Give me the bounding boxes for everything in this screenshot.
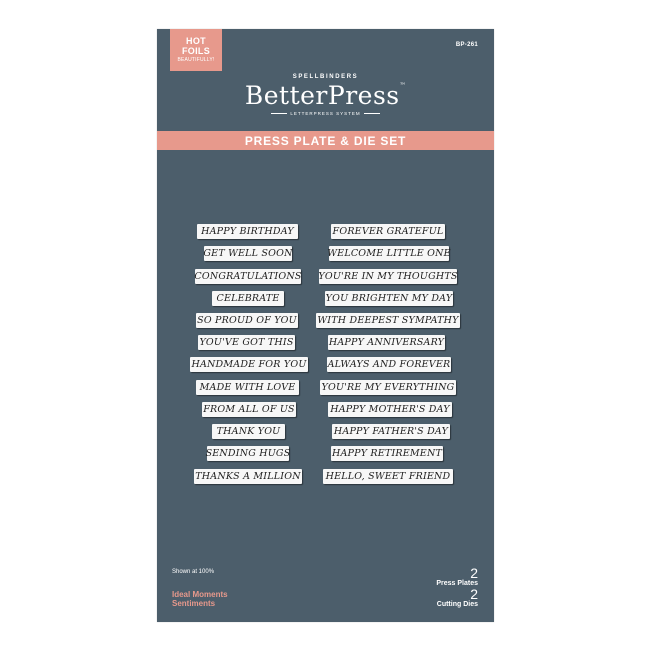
sentiment-strip: MADE WITH LOVE [196, 380, 299, 395]
product-name-line-2: Sentiments [172, 599, 216, 609]
sentiment-strip: CELEBRATE [212, 291, 284, 306]
brand-logo [157, 74, 494, 116]
sentiment-strip: CONGRATULATIONS [194, 271, 302, 282]
tagline-rule-right [364, 113, 380, 114]
press-plates-count: 2 [470, 564, 478, 581]
badge-line-3: BEAUTIFULLY! [177, 57, 215, 63]
press-plates-label: Press Plates [436, 579, 478, 587]
sentiment-strip: HAPPY BIRTHDAY [197, 224, 298, 239]
sentiment-strip: THANKS A MILLION [195, 471, 301, 482]
trademark-symbol: ™ [399, 82, 407, 89]
tagline-rule-left [271, 113, 287, 114]
product-type-banner: PRESS PLATE & DIE SET [157, 131, 494, 150]
sentiment-strip: YOU'RE IN MY THOUGHTS [318, 271, 458, 282]
brand-name: SPELLBINDERS [292, 74, 359, 80]
sentiment-strip: WITH DEEPEST SYMPATHY [317, 315, 459, 326]
product-name-line-1: Ideal Moments [172, 589, 228, 599]
sentiment-strip: YOU'VE GOT THIS [199, 337, 294, 348]
sentiment-strips [157, 224, 494, 494]
sentiment-strip: GET WELL SOON [203, 248, 293, 259]
contents-summary [436, 566, 478, 609]
scale-note: Shown at 100% [172, 568, 215, 575]
sentiment-strip: HELLO, SWEET FRIEND [323, 469, 453, 484]
sentiment-strip: FOREVER GRATEFUL [332, 226, 444, 237]
sentiment-strip: YOU BRIGHTEN MY DAY [325, 293, 453, 304]
cutting-dies-count: 2 [470, 586, 478, 603]
sentiment-strip: ALWAYS AND FOREVER [327, 359, 451, 370]
sentiment-strip: HAPPY RETIREMENT [332, 448, 442, 459]
badge-line-2: FOILS [182, 46, 210, 56]
hot-foils-badge [170, 29, 222, 71]
sentiment-strip: YOU'RE MY EVERYTHING [321, 382, 455, 393]
brand-wordmark-text: BetterPress [244, 81, 400, 110]
badge-line-1: HOT [186, 36, 206, 46]
product-card [157, 29, 494, 622]
sentiment-strip: WELCOME LITTLE ONE [327, 248, 451, 259]
sentiment-strip: HANDMADE FOR YOU [191, 359, 307, 370]
sentiment-strip: HAPPY FATHER'S DAY [333, 426, 449, 437]
brand-tagline-text: LETTERPRESS SYSTEM [290, 111, 361, 116]
sentiment-strip: SO PROUD OF YOU [197, 315, 297, 326]
brand-tagline [157, 111, 494, 116]
sentiment-strip: HAPPY ANNIVERSARY [328, 337, 445, 348]
brand-wordmark [157, 83, 494, 108]
cutting-dies-label: Cutting Dies [436, 601, 478, 609]
sentiment-strip: FROM ALL OF US [203, 404, 295, 415]
sentiment-strip: SENDING HUGS [205, 448, 291, 459]
sentiment-strip: HAPPY MOTHER'S DAY [328, 402, 452, 417]
sku-code: BP-261 [455, 42, 478, 48]
sentiment-strip: THANK YOU [212, 424, 285, 439]
product-info [172, 569, 228, 609]
